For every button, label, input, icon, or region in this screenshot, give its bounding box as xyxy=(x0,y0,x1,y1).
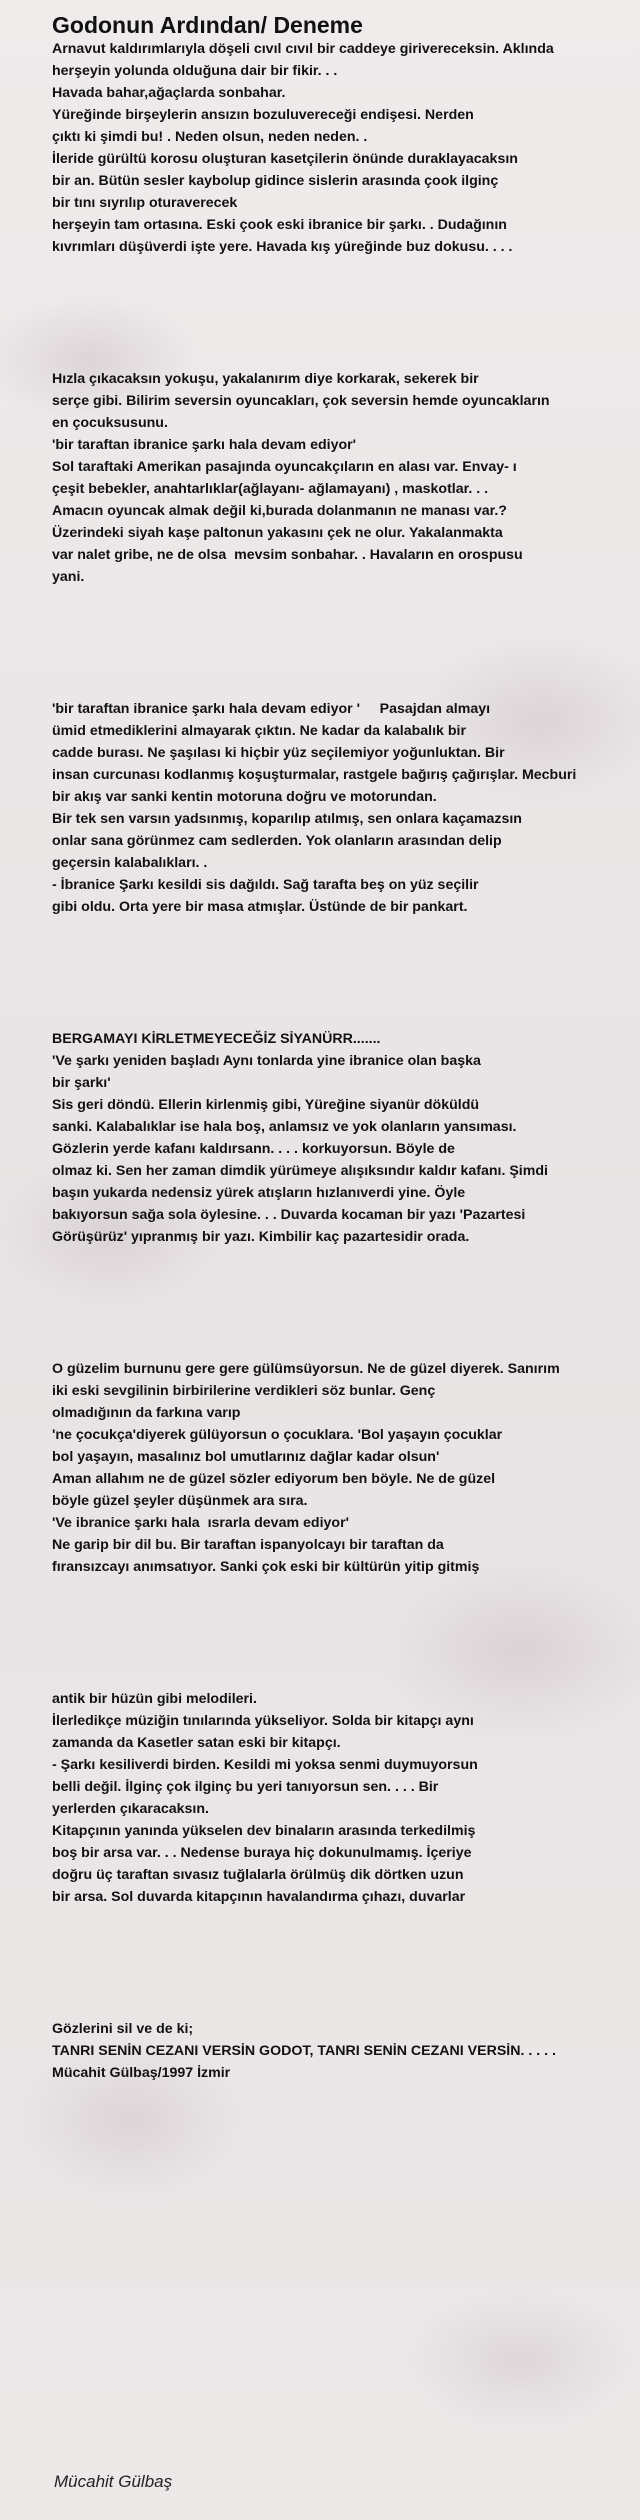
stanza xyxy=(52,698,640,918)
stanza xyxy=(52,1358,640,1578)
poem-line: bir şarkı' xyxy=(52,1075,111,1091)
poem-line: 'bir taraftan ibranice şarkı hala devam ediyor ' Pasajdan almayı xyxy=(52,701,491,717)
poem-line: 'bir taraftan ibranice şarkı hala devam ediyor' xyxy=(52,437,357,453)
stanza-gap xyxy=(52,1578,640,1688)
poem-line: bir akış var sanki kentin motoruna doğru ve motorundan. xyxy=(52,789,437,805)
poem-line: boş bir arsa var. . . Nedense buraya hiç dokunulmamış. İçeriye xyxy=(52,1845,472,1861)
poem-line: başın yukarda nedensiz yürek atışların hızlanıverdi yine. Öyle xyxy=(52,1185,466,1201)
poem-line: Havada bahar,ağaçlarda sonbahar. xyxy=(52,85,286,101)
poem-line: zamanda da Kasetler satan eski bir kitapçı. xyxy=(52,1735,341,1751)
poem-line: var nalet gribe, ne de olsa mevsim sonbahar. . Havaların en orospusu xyxy=(52,547,523,563)
poem-line: bir an. Bütün sesler kaybolup gidince sislerin arasında çook ilginç xyxy=(52,173,499,189)
poem-line: bol yaşayın, masalınız bol umutlarınız dağlar kadar olsun' xyxy=(52,1449,440,1465)
poem-line: - Şarkı kesiliverdi birden. Kesildi mi yoksa senmi duymuyorsun xyxy=(52,1757,478,1773)
poem-line: Kitapçının yanında yükselen dev binaların arasında terkedilmiş xyxy=(52,1823,476,1839)
poem-body xyxy=(52,38,640,2084)
poem-line: 'Ve şarkı yeniden başladı Aynı tonlarda yine ibranice olan başka xyxy=(52,1053,481,1069)
poem-line: Aman allahım ne de güzel sözler ediyorum ben böyle. Ne de güzel xyxy=(52,1471,496,1487)
stanza-gap xyxy=(52,588,640,698)
poem-line: cadde burası. Ne şaşılası ki hiçbir yüz seçilemiyor yoğunluktan. Bir xyxy=(52,745,505,761)
stanza xyxy=(52,1028,640,1248)
poem-line: Amacın oyuncak almak değil ki,burada dolanmanın ne manası var.? xyxy=(52,503,507,519)
poem-line: serçe gibi. Bilirim seversin oyuncakları, çok seversin hemde oyuncakların xyxy=(52,393,550,409)
poem-line: ümid etmediklerini almayarak çıktın. Ne kadar da kalabalık bir xyxy=(52,723,466,739)
stanza xyxy=(52,1688,640,1908)
poem-line: herşeyin tam ortasına. Eski çook eski ibranice bir şarkı. . Dudağının xyxy=(52,217,507,233)
poem-line: bakıyorsun sağa sola öylesine. . . Duvarda kocaman bir yazı 'Pazartesi xyxy=(52,1207,526,1223)
poem-line: yani. xyxy=(52,569,85,585)
poem-line: fıransızcayı anımsatıyor. Sanki çok eski bir kültürün yitip gitmiş xyxy=(52,1559,480,1575)
poem-line: bir tını sıyrılıp oturaverecek xyxy=(52,195,238,211)
poem-line: Üzerindeki siyah kaşe paltonun yakasını çek ne olur. Yakalanmakta xyxy=(52,525,503,541)
poem-line: kıvrımları düşüverdi işte yere. Havada kış yüreğinde buz dokusu. . . . xyxy=(52,239,513,255)
poem-line: Sol taraftaki Amerikan pasajında oyuncakçıların en alası var. Envay- ı xyxy=(52,459,517,475)
poem-line: yerlerden çıkaracaksın. xyxy=(52,1801,209,1817)
poem-line: Bir tek sen varsın yadsınmış, koparılıp atılmış, sen onlara kaçamazsın xyxy=(52,811,522,827)
poem-line: antik bir hüzün gibi melodileri. xyxy=(52,1691,257,1707)
poem-line: iki eski sevgilinin birbirilerine verdikleri söz bunlar. Genç xyxy=(52,1383,436,1399)
poem-line: olmadığının da farkına varıp xyxy=(52,1405,241,1421)
poem-line: Gözlerin yerde kafanı kaldırsann. . . . korkuyorsun. Böyle de xyxy=(52,1141,455,1157)
poem-line: bir arsa. Sol duvarda kitapçının havalandırma çıhazı, duvarlar xyxy=(52,1889,466,1905)
stanza xyxy=(52,2018,640,2084)
stanza-gap xyxy=(52,918,640,1028)
poem-line: en çocuksusunu. xyxy=(52,415,168,431)
poem-line: BERGAMAYI KİRLETMEYECEĞİZ SİYANÜRR....... xyxy=(52,1031,381,1047)
poem-line: İlerledikçe müziğin tınılarında yükseliyor. Solda bir kitapçı aynı xyxy=(52,1713,474,1729)
poem-line: çeşit bebekler, anahtarlıklar(ağlayanı- ağlamayanı) , maskotlar. . . xyxy=(52,481,489,497)
poem-line: O güzelim burnunu gere gere gülümsüyorsun. Ne de güzel diyerek. Sanırım xyxy=(52,1361,560,1377)
poem-line: Sis geri döndü. Ellerin kirlenmiş gibi, Yüreğine siyanür döküldü xyxy=(52,1097,480,1113)
stanza-gap xyxy=(52,1248,640,1358)
poem-line: belli değil. İlginç çok ilginç bu yeri tanıyorsun sen. . . . Bir xyxy=(52,1779,439,1795)
poem-line: sanki. Kalabalıklar ise hala boş, anlamsız ve yok olanların yansıması. xyxy=(52,1119,517,1135)
stanza-gap xyxy=(52,258,640,368)
poem-line: Ne garip bir dil bu. Bir taraftan ispanyolcayı bir taraftan da xyxy=(52,1537,444,1553)
poem-line: böyle güzel şeyler düşünmek ara sıra. xyxy=(52,1493,308,1509)
poem-line: insan curcunası kodlanmış koşuşturmalar, rastgele bağırış çağırışlar. Mecburi xyxy=(52,767,577,783)
author-signature: Mücahit Gülbaş xyxy=(54,2472,173,2491)
stanza-gap xyxy=(52,1908,640,2018)
poem-line: - İbranice Şarkı kesildi sis dağıldı. Sağ tarafta beş on yüz seçilir xyxy=(52,877,479,893)
poem-line: İleride gürültü korosu oluşturan kasetçilerin önünde duraklayacaksın xyxy=(52,151,518,167)
poem-line: Hızla çıkacaksın yokuşu, yakalanırım diye korkarak, sekerek bir xyxy=(52,371,479,387)
poem-line: geçersin kalabalıkları. . xyxy=(52,855,208,871)
poem-line: çıktı ki şimdi bu! . Neden olsun, neden neden. . xyxy=(52,129,368,145)
poem-line: herşeyin yolunda olduğuna dair bir fikir. . . xyxy=(52,63,338,79)
poem-line: doğru üç taraftan sıvasız tuğlalarla örülmüş dik dörtken uzun xyxy=(52,1867,464,1883)
stanza xyxy=(52,38,640,258)
poem-line: Gözlerini sil ve de ki; xyxy=(52,2021,194,2037)
poem-line: 'Ve ibranice şarkı hala ısrarla devam ediyor' xyxy=(52,1515,349,1531)
poem-line: Arnavut kaldırımlarıyla döşeli cıvıl cıvıl bir caddeye girivereceksin. Aklında xyxy=(52,41,554,57)
poem-line: Yüreğinde birşeylerin ansızın bozuluvereceği endişesi. Nerden xyxy=(52,107,474,123)
poem-line: olmaz ki. Sen her zaman dimdik yürümeye alışıksındır kaldır kafanı. Şimdi xyxy=(52,1163,548,1179)
poem-line: Mücahit Gülbaş/1997 İzmir xyxy=(52,2065,231,2081)
poem-line: 'ne çocukça'diyerek gülüyorsun o çocuklara. 'Bol yaşayın çocuklar xyxy=(52,1427,503,1443)
stanza xyxy=(52,368,640,588)
poem-line: onlar sana görünmez cam sedlerden. Yok olanların arasından delip xyxy=(52,833,502,849)
poem-line: Görüşürüz' yıpranmış bir yazı. Kimbilir kaç pazartesidir orada. xyxy=(52,1229,470,1245)
poem-line: gibi oldu. Orta yere bir masa atmışlar. Üstünde de bir pankart. xyxy=(52,899,468,915)
poem-title: Godonun Ardından/ Deneme xyxy=(52,12,363,38)
poem-line: TANRI SENİN CEZANI VERSİN GODOT, TANRI SENİN CEZANI VERSİN. . . . . xyxy=(52,2043,556,2059)
